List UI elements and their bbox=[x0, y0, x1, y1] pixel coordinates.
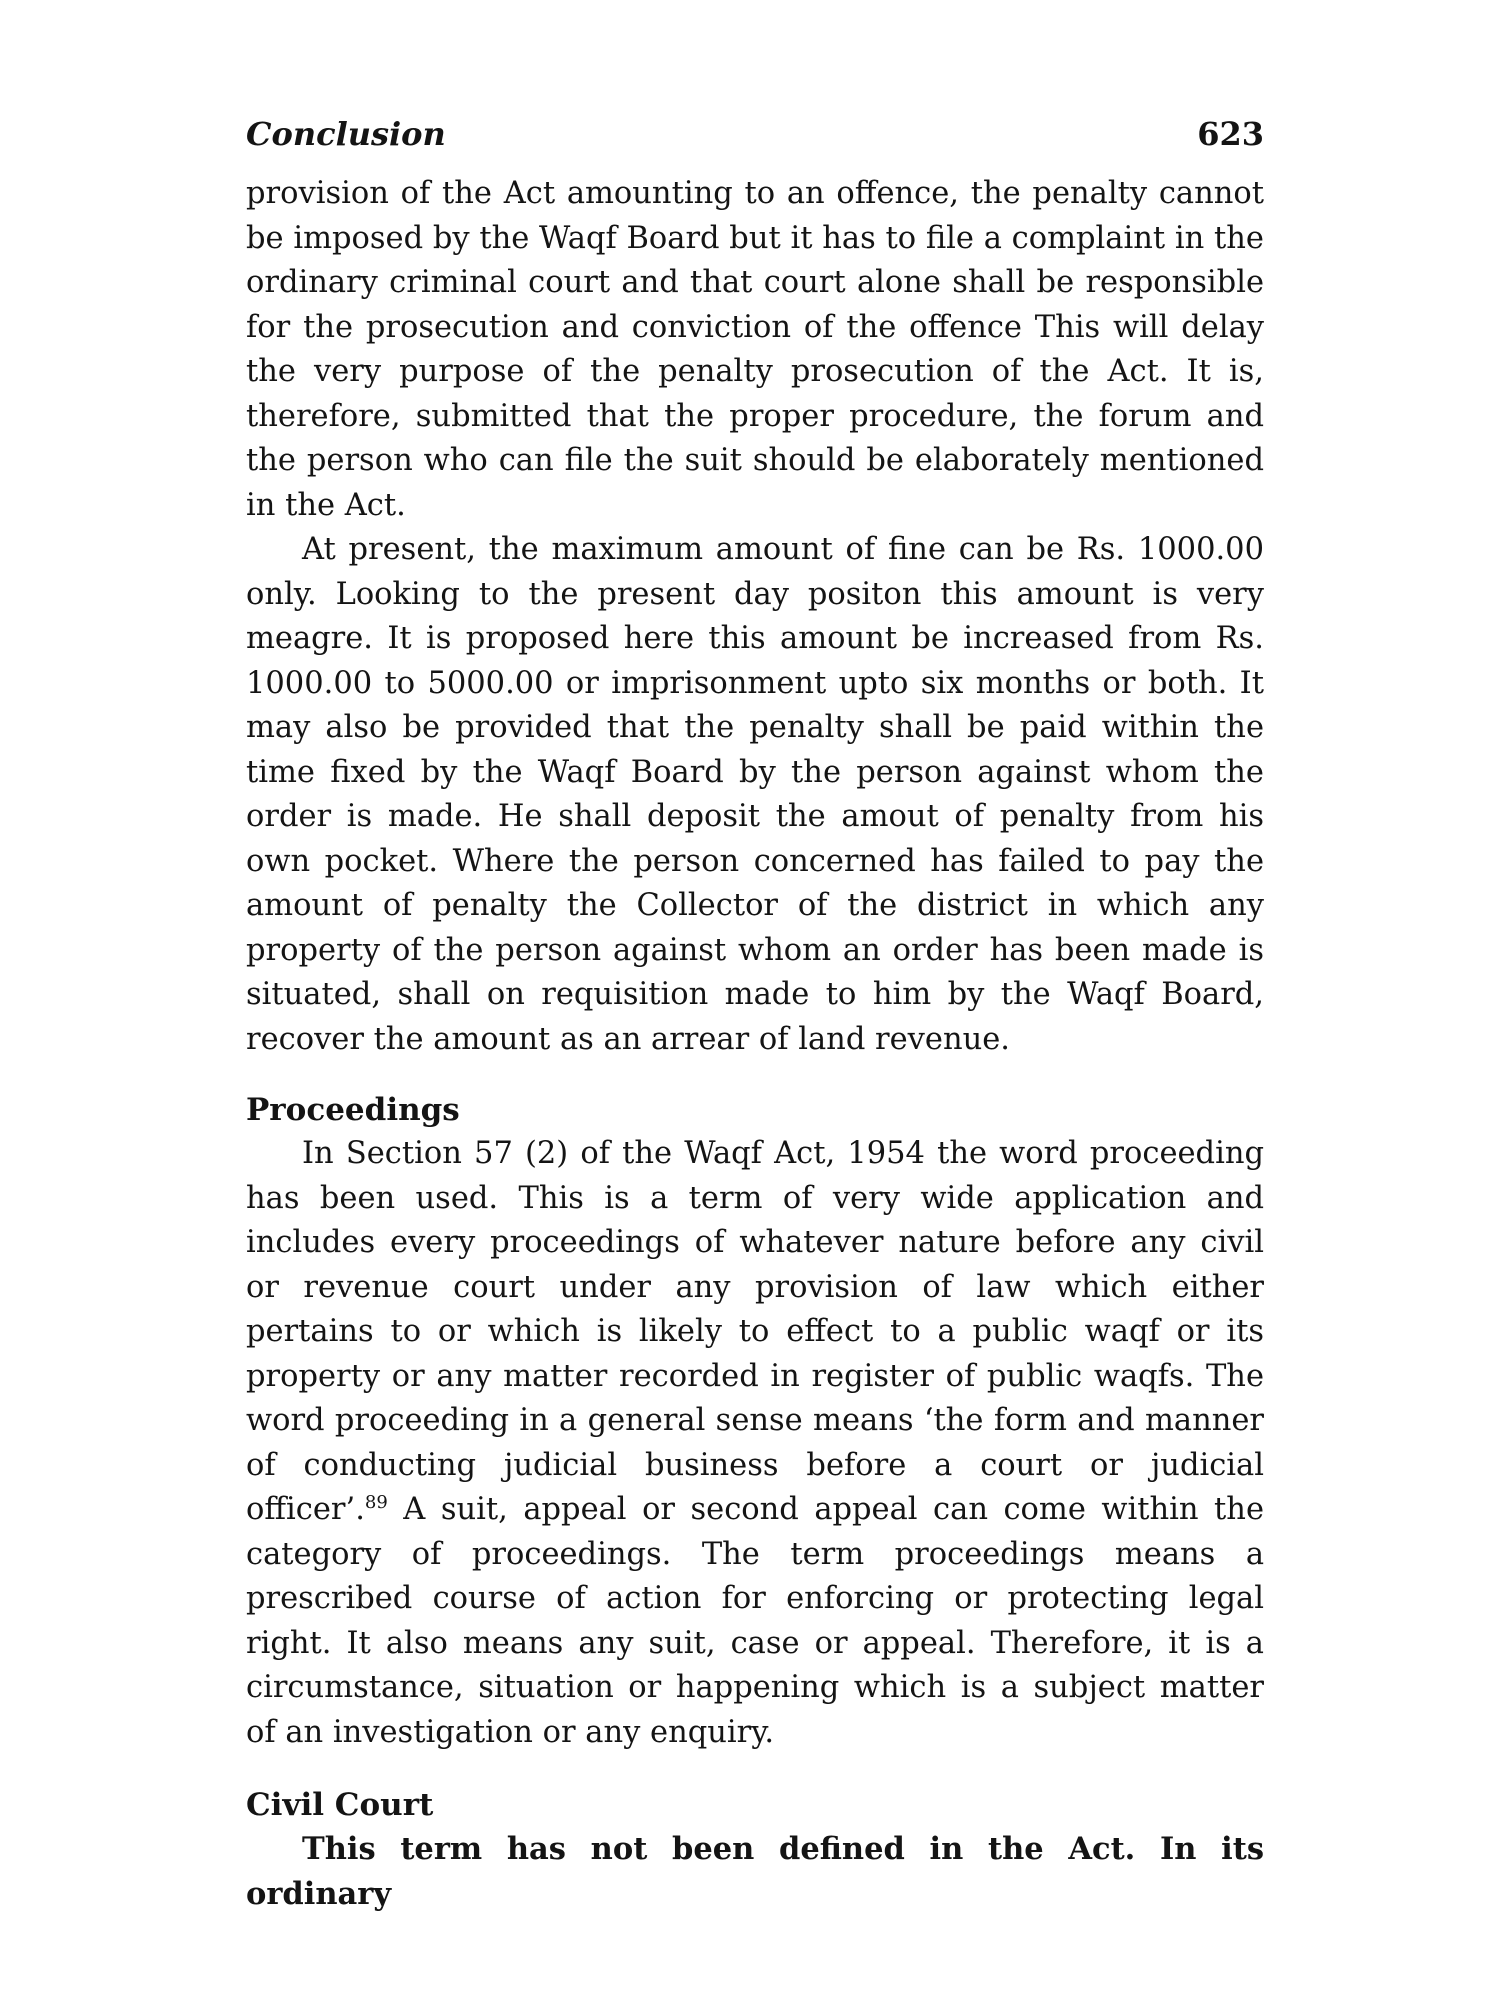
paragraph-fine-amount: At present, the maximum amount of fine can be Rs. 1000.00 only. Looking to the present day positon this amount is very meagre. It is proposed here this amount be increased from Rs. 1000.00 to 5000.00 or imprisonment upto six months or both. It may also be provided that the penalty shall be paid within the time fixed by the Waqf Board by the person against whom the order is made. He shall deposit the amout of penalty from his own pocket. Where the person concerned has failed to pay the amount of penalty the Collector of the district in which any property of the person against whom an order has been made is situated, shall on requisition made to him by the Waqf Board, recover the amount as an arrear of land revenue. bbox=[246, 532, 1264, 1057]
footnote-reference: 89 bbox=[364, 1491, 388, 1513]
heading-proceedings: Proceedings bbox=[246, 1092, 460, 1128]
section-spacer bbox=[246, 1062, 1264, 1088]
book-page bbox=[246, 112, 1264, 1916]
proceedings-text-part2: A suit, appeal or second appeal can come within the category of proceedings. The term proceedings means a prescribed course of action for enforcing or protecting legal right. It also means any suit, case or appeal. Therefore, it is a circumstance, situation or happening which is a subject matter of an investigation or any enquiry. bbox=[246, 1492, 1264, 1750]
section-spacer bbox=[246, 1755, 1264, 1783]
paragraph-civil-court: This term has not been defined in the Act. In its ordinary bbox=[246, 1831, 1264, 1912]
chapter-title: Conclusion bbox=[246, 115, 446, 153]
proceedings-text-part1: In Section 57 (2) of the Waqf Act, 1954 the word proceeding has been used. This is a term of very wide application and includes every proceedings of whatever nature before any civil or revenue court under any provision of law which either pertains to or which is likely to effect to a public waqf or its property or any matter recorded in register of public waqfs. The word proceeding in a general sense means ‘the form and manner of conducting judicial business before a court or judicial officer’. bbox=[246, 1136, 1264, 1527]
paragraph-penalty-procedure: provision of the Act amounting to an offence, the penalty cannot be imposed by the Waqf Board but it has to file a complaint in the ordinary criminal court and that court alone shall be responsible for the prosecution and conviction of the offence This will delay the very purpose of the penalty prosecution of the Act. It is, therefore, submitted that the proper procedure, the forum and the person who can file the suit should be elaborately mentioned in the Act. bbox=[246, 176, 1264, 523]
paragraph-proceedings bbox=[246, 1132, 1264, 1755]
running-head bbox=[246, 112, 1264, 156]
page-number: 623 bbox=[1197, 115, 1264, 153]
heading-civil-court: Civil Court bbox=[246, 1787, 434, 1823]
